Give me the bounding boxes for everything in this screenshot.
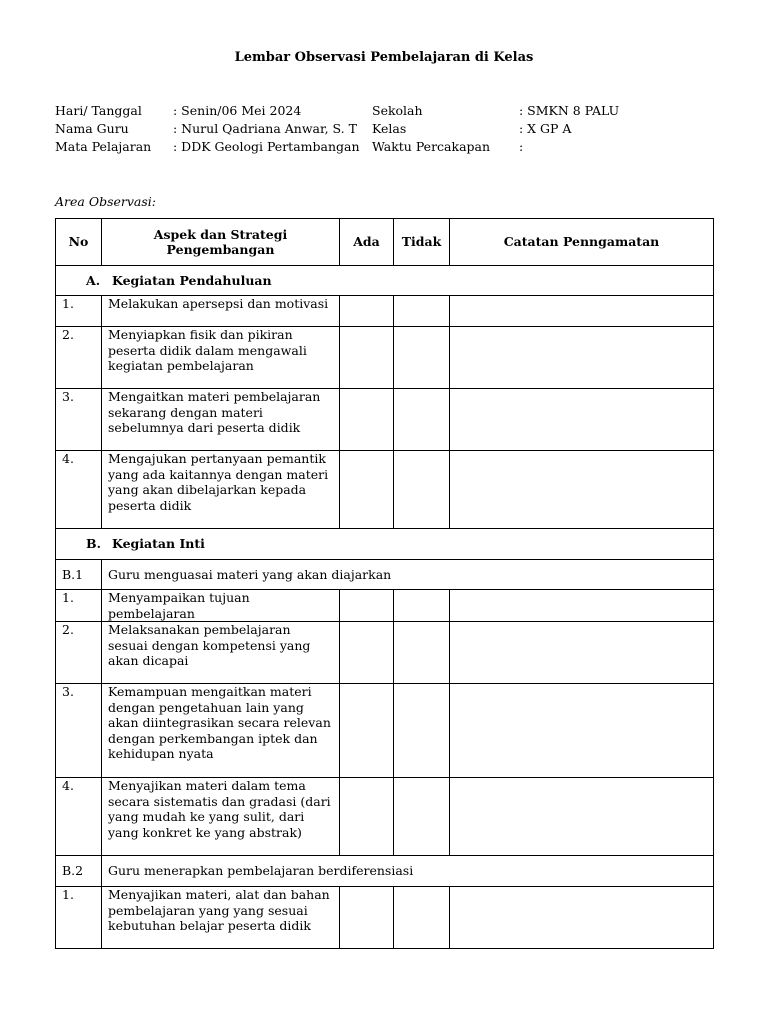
row-aspek: Melakukan apersepsi dan motivasi (102, 296, 340, 327)
tidak-cell[interactable] (394, 451, 450, 529)
table-row (56, 451, 714, 529)
ada-cell[interactable] (340, 296, 394, 327)
row-aspek: Mengaitkan materi pembelajaran sekarang dengan materi sebelumnya dari peserta didik (102, 389, 340, 451)
catatan-cell[interactable] (450, 296, 714, 327)
catatan-cell[interactable] (450, 887, 714, 949)
label-hari-tanggal: Hari/ Tanggal (55, 103, 142, 118)
header-catatan: Catatan Penngamatan (450, 219, 714, 266)
table-row (56, 389, 714, 451)
row-aspek: Menyajikan materi dalam tema secara sistematis dan gradasi (dari yang mudah ke yang sulit, dari yang konkret ke yang abstrak) (102, 778, 340, 856)
observation-table (55, 218, 714, 949)
catatan-cell[interactable] (450, 590, 714, 622)
tidak-cell[interactable] (394, 887, 450, 949)
value-sekolah: : SMKN 8 PALU (519, 103, 620, 118)
info-values-right (519, 102, 619, 156)
row-no: 1. (56, 296, 102, 327)
info-labels-left (55, 102, 151, 156)
tidak-cell[interactable] (394, 778, 450, 856)
table-row (56, 887, 714, 949)
info-labels-right (372, 102, 490, 156)
tidak-cell[interactable] (394, 590, 450, 622)
row-no: 2. (56, 622, 102, 684)
ada-cell[interactable] (340, 590, 394, 622)
value-mata-pelajaran: : DDK Geologi Pertambangan (173, 139, 360, 154)
ada-cell[interactable] (340, 684, 394, 778)
row-no: 4. (56, 778, 102, 856)
catatan-cell[interactable] (450, 327, 714, 389)
section-b-letter: B. (86, 536, 101, 552)
section-row-a (56, 266, 714, 296)
row-aspek: Menyampaikan tujuan pembelajaran (102, 590, 340, 622)
row-no: 1. (56, 590, 102, 622)
row-no: 2. (56, 327, 102, 389)
ada-cell[interactable] (340, 887, 394, 949)
row-aspek: Menyajikan materi, alat dan bahan pembelajaran yang yang sesuai kebutuhan belajar peserta didik (102, 887, 340, 949)
row-aspek: Menyiapkan fisik dan pikiran peserta didik dalam mengawali kegiatan pembelajaran (102, 327, 340, 389)
header-aspek: Aspek dan Strategi Pengembangan (102, 219, 340, 266)
value-kelas: : X GP A (519, 121, 572, 136)
table-row (56, 684, 714, 778)
row-no: 3. (56, 684, 102, 778)
section-a-title: Kegiatan Pendahuluan (112, 272, 272, 288)
label-waktu-percakapan: Waktu Percakapan (372, 139, 491, 154)
ada-cell[interactable] (340, 622, 394, 684)
table-header-row (56, 219, 714, 266)
section-a-cell (56, 266, 714, 296)
ada-cell[interactable] (340, 451, 394, 529)
tidak-cell[interactable] (394, 389, 450, 451)
header-no: No (56, 219, 102, 266)
catatan-cell[interactable] (450, 622, 714, 684)
subsection-row-b1 (56, 560, 714, 590)
row-aspek: Melaksanakan pembelajaran sesuai dengan kompetensi yang akan dicapai (102, 622, 340, 684)
label-kelas: Kelas (372, 121, 407, 136)
row-aspek: Mengajukan pertanyaan pemantik yang ada kaitannya dengan materi yang akan dibelajarkan kepada peserta didik (102, 451, 340, 529)
table-row (56, 778, 714, 856)
catatan-cell[interactable] (450, 778, 714, 856)
section-b-cell (56, 529, 714, 560)
tidak-cell[interactable] (394, 327, 450, 389)
tidak-cell[interactable] (394, 622, 450, 684)
section-row-b (56, 529, 714, 560)
row-no: 1. (56, 887, 102, 949)
section-a-letter: A. (86, 272, 101, 288)
tidak-cell[interactable] (394, 684, 450, 778)
tidak-cell[interactable] (394, 296, 450, 327)
table-row (56, 622, 714, 684)
subsection-b1-code: B.1 (56, 560, 102, 590)
row-no: 4. (56, 451, 102, 529)
subsection-b2-title: Guru menerapkan pembelajaran berdiferensiasi (102, 856, 714, 887)
header-tidak: Tidak (394, 219, 450, 266)
subsection-b2-code: B.2 (56, 856, 102, 887)
area-observasi-label: Area Observasi: (55, 194, 157, 209)
ada-cell[interactable] (340, 778, 394, 856)
info-values-left (173, 102, 360, 156)
table-row (56, 327, 714, 389)
row-aspek: Kemampuan mengaitkan materi dengan pengetahuan lain yang akan diintegrasikan secara relevan dengan perkembangan iptek dan kehidupan nyata (102, 684, 340, 778)
subsection-b1-title: Guru menguasai materi yang akan diajarkan (102, 560, 714, 590)
row-no: 3. (56, 389, 102, 451)
table-row (56, 296, 714, 327)
ada-cell[interactable] (340, 327, 394, 389)
header-ada: Ada (340, 219, 394, 266)
label-sekolah: Sekolah (372, 103, 423, 118)
catatan-cell[interactable] (450, 389, 714, 451)
value-nama-guru: : Nurul Qadriana Anwar, S. T (173, 121, 357, 136)
label-mata-pelajaran: Mata Pelajaran (55, 139, 152, 154)
section-b-title: Kegiatan Inti (112, 536, 205, 552)
value-hari-tanggal: : Senin/06 Mei 2024 (173, 103, 302, 118)
catatan-cell[interactable] (450, 684, 714, 778)
catatan-cell[interactable] (450, 451, 714, 529)
page-title: Lembar Observasi Pembelajaran di Kelas (234, 50, 534, 65)
value-waktu-percakapan: : (519, 139, 524, 154)
table-row (56, 590, 714, 622)
label-nama-guru: Nama Guru (55, 121, 129, 136)
subsection-row-b2 (56, 856, 714, 887)
ada-cell[interactable] (340, 389, 394, 451)
